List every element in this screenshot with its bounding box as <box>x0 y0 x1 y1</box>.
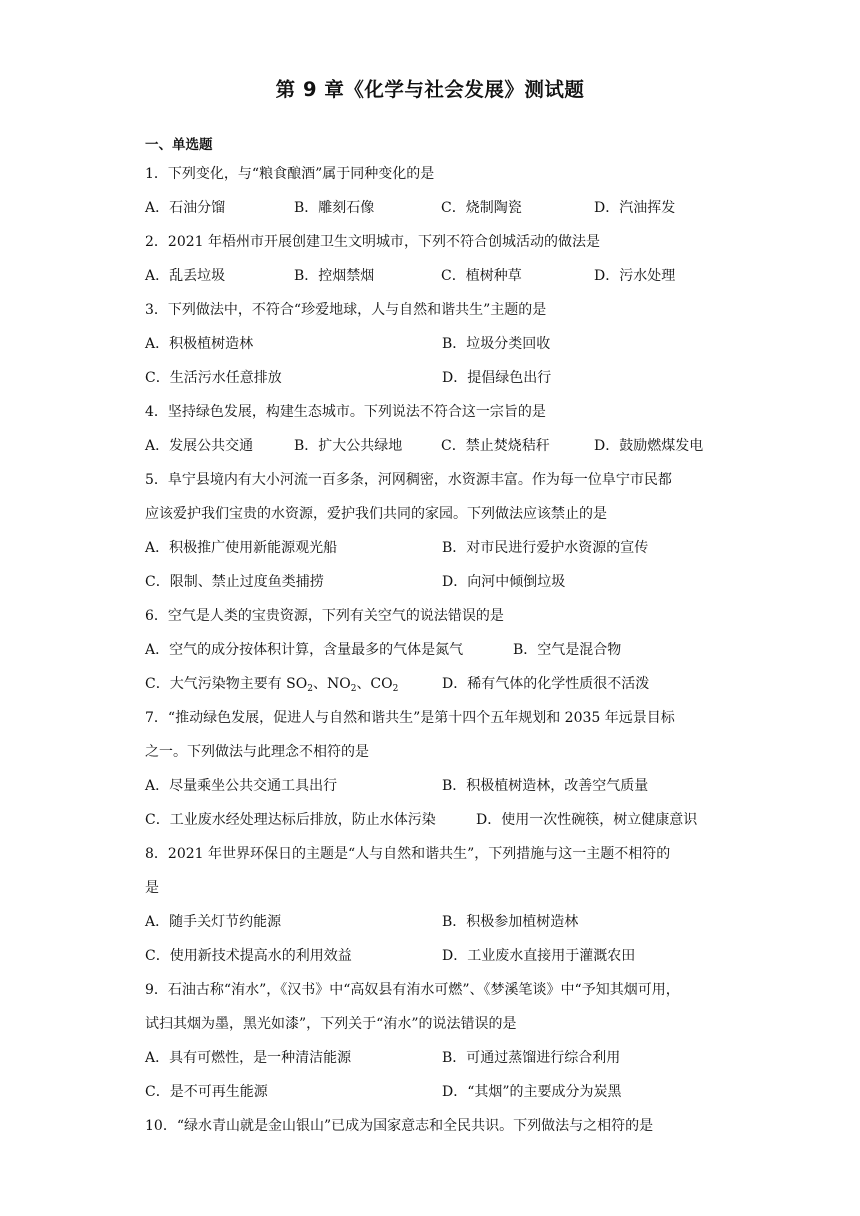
answer-option[interactable]: D．工业废水直接用于灌溉农田 <box>442 948 636 964</box>
question-stem: 1．下列变化，与“粮食酿酒”属于同种变化的是 <box>145 166 435 182</box>
answer-option[interactable]: C．禁止焚烧秸秆 <box>441 438 550 454</box>
answer-option[interactable]: C．工业废水经处理达标后排放，防止水体污染 <box>145 812 436 828</box>
question-stem: 是 <box>145 880 159 896</box>
options-row <box>145 1075 717 1109</box>
question-stem: 试扫其烟为墨，黑光如漆”，下列关于“洧水”的说法错误的是 <box>145 1016 517 1032</box>
answer-option[interactable]: B．积极参加植树造林 <box>442 914 579 930</box>
answer-option[interactable]: B．可通过蒸馏进行综合利用 <box>442 1050 621 1066</box>
answer-option[interactable]: D．汽油挥发 <box>594 200 676 216</box>
answer-option[interactable]: D．使用一次性碗筷，树立健康意识 <box>476 812 698 828</box>
question-stem: 6．空气是人类的宝贵资源，下列有关空气的说法错误的是 <box>145 608 504 624</box>
question-item <box>145 463 717 599</box>
question-stem: 2．2021 年梧州市开展创建卫生文明城市，下列不符合创城活动的做法是 <box>145 234 600 250</box>
question-item <box>145 701 717 837</box>
answer-option[interactable]: A．发展公共交通 <box>145 438 254 454</box>
answer-option[interactable]: B．对市民进行爱护水资源的宣传 <box>442 540 649 556</box>
answer-option[interactable]: C．烧制陶瓷 <box>441 200 522 216</box>
options-row <box>145 191 717 225</box>
question-item <box>145 1109 717 1143</box>
section-heading: 一、单选题 <box>145 137 213 153</box>
options-row <box>145 327 717 361</box>
answer-option[interactable]: B．空气是混合物 <box>513 642 622 658</box>
subscript: 2 <box>307 684 313 694</box>
question-item <box>145 293 717 395</box>
options-row <box>145 633 717 667</box>
answer-option[interactable]: B．积极植树造林，改善空气质量 <box>442 778 649 794</box>
answer-option[interactable]: A．尽量乘坐公共交通工具出行 <box>145 778 338 794</box>
answer-option[interactable]: C．生活污水任意排放 <box>145 370 282 386</box>
question-list <box>145 157 717 1143</box>
answer-option[interactable]: A．积极植树造林 <box>145 336 254 352</box>
answer-option[interactable]: D．稀有气体的化学性质很不活泼 <box>442 676 650 692</box>
options-row <box>145 259 717 293</box>
answer-option[interactable]: A．随手关灯节约能源 <box>145 914 282 930</box>
options-row <box>145 361 717 395</box>
answer-option[interactable]: C．限制、禁止过度鱼类捕捞 <box>145 574 324 590</box>
subscript: 2 <box>392 684 399 694</box>
options-row <box>145 1041 717 1075</box>
question-item <box>145 395 717 463</box>
answer-option[interactable]: D．提倡绿色出行 <box>442 370 552 386</box>
document-title: 第 9 章《化学与社会发展》测试题 <box>275 78 585 101</box>
question-stem: 应该爱护我们宝贵的水资源，爱护我们共同的家园。下列做法应该禁止的是 <box>145 506 607 522</box>
formula-text: 、NO <box>312 676 351 692</box>
question-item <box>145 225 717 293</box>
options-row <box>145 429 717 463</box>
question-stem: 10．“绿水青山就是金山银山”已成为国家意志和全民共识。下列做法与之相符的是 <box>145 1118 654 1134</box>
question-stem: 之一。下列做法与此理念不相符的是 <box>145 744 369 760</box>
answer-option[interactable]: B．垃圾分类回收 <box>442 336 551 352</box>
answer-option[interactable]: D．鼓励燃煤发电 <box>594 438 704 454</box>
answer-option[interactable]: B．控烟禁烟 <box>294 268 375 284</box>
question-stem: 3．下列做法中，不符合“珍爱地球，人与自然和谐共生”主题的是 <box>145 302 547 318</box>
question-stem: 8．2021 年世界环保日的主题是“人与自然和谐共生”，下列措施与这一主题不相符的 <box>145 846 671 862</box>
option-text: C．大气污染物主要有 SO <box>145 676 308 692</box>
options-row <box>145 803 717 837</box>
options-row <box>145 565 717 599</box>
answer-option[interactable]: B．扩大公共绿地 <box>294 438 403 454</box>
answer-option[interactable]: A．石油分馏 <box>145 200 226 216</box>
question-item <box>145 599 717 701</box>
question-stem: 9．石油古称“洧水”，《汉书》中“高奴县有洧水可燃”、《梦溪笔谈》中“予知其烟可用， <box>145 982 680 998</box>
subscript: 2 <box>350 684 357 694</box>
question-stem: 4．坚持绿色发展，构建生态城市。下列说法不符合这一宗旨的是 <box>145 404 546 420</box>
answer-option[interactable]: D．向河中倾倒垃圾 <box>442 574 566 590</box>
answer-option[interactable]: C．植树种草 <box>441 268 522 284</box>
answer-option[interactable]: D．“其烟”的主要成分为炭黑 <box>442 1084 622 1100</box>
answer-option[interactable]: A．乱丢垃圾 <box>145 268 226 284</box>
answer-option[interactable]: A．具有可燃性，是一种清洁能源 <box>145 1050 352 1066</box>
options-row <box>145 905 717 939</box>
question-stem: 7．“推动绿色发展，促进人与自然和谐共生”是第十四个五年规划和 2035 年远景目标 <box>145 710 675 726</box>
answer-option[interactable]: A．空气的成分按体积计算，含量最多的气体是氮气 <box>145 642 464 658</box>
question-item <box>145 837 717 973</box>
answer-option[interactable]: C．是不可再生能源 <box>145 1084 268 1100</box>
options-row <box>145 667 717 701</box>
answer-option[interactable]: C．使用新技术提高水的利用效益 <box>145 948 352 964</box>
options-row <box>145 939 717 973</box>
answer-option[interactable]: D．污水处理 <box>594 268 676 284</box>
options-row <box>145 531 717 565</box>
answer-option[interactable] <box>145 667 398 701</box>
formula-text: 、CO <box>356 676 393 692</box>
question-stem: 5．阜宁县境内有大小河流一百多条，河网稠密，水资源丰富。作为每一位阜宁市民都 <box>145 472 672 488</box>
options-row <box>145 769 717 803</box>
answer-option[interactable]: B．雕刻石像 <box>294 200 375 216</box>
question-item <box>145 973 717 1109</box>
answer-option[interactable]: A．积极推广使用新能源观光船 <box>145 540 338 556</box>
question-item <box>145 157 717 225</box>
